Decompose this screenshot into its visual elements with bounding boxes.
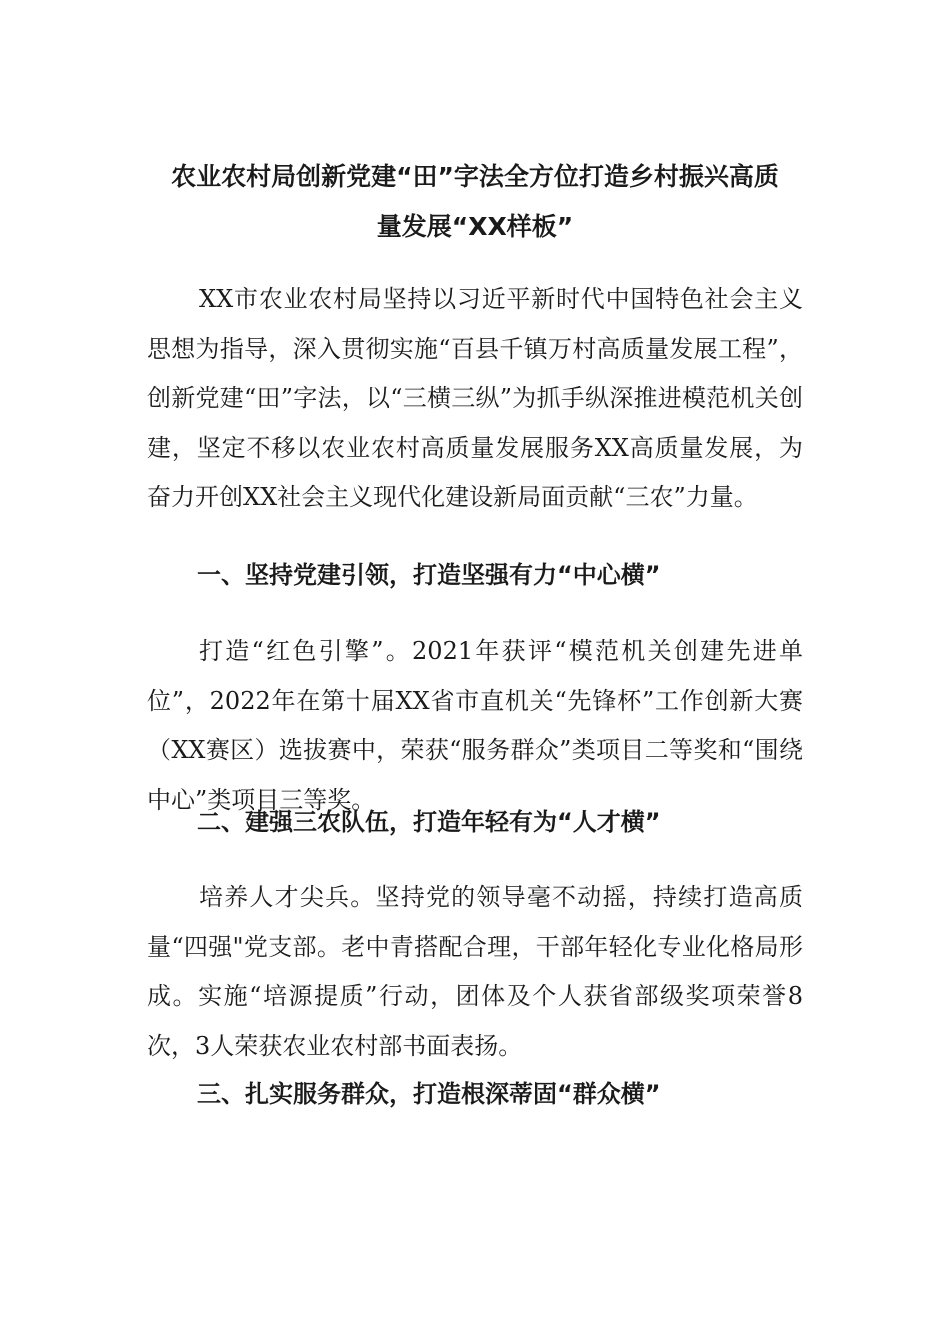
section-1-paragraph: 打造“红色引擎”。2021年获评“模范机关创建先进单位”，2022年在第十届XX省市直机关“先锋杯”工作创新大赛（XX赛区）选拔赛中，荣获“服务群众”类项目二等奖和“围绕中心”类项目三等奖。	[147, 637, 803, 814]
section-2-paragraph: 培养人才尖兵。坚持党的领导毫不动摇，持续打造高质量“四强"党支部。老中青搭配合理，干部年轻化专业化格局形成。实施“培源提质”行动，团体及个人获省部级奖项荣誉8次，3人荣获农业农村部书面表扬。	[147, 883, 803, 1060]
document-title-line-2: 量发展“XX样板”	[376, 212, 574, 241]
section-2-heading: 二、建强三农队伍，打造年轻有为“人才横”	[197, 808, 661, 836]
section-3-heading: 三、扎实服务群众，打造根深蒂固“群众横”	[197, 1080, 661, 1108]
document-title-line-1: 农业农村局创新党建“田”字法全方位打造乡村振兴高质	[171, 162, 779, 191]
intro-paragraph: XX市农业农村局坚持以习近平新时代中国特色社会主义思想为指导，深入贯彻实施“百县千镇万村高质量发展工程”，创新党建“田”字法，以“三横三纵”为抓手纵深推进模范机关创建，坚定不移以农业农村高质量发展服务XX高质量发展，为奋力开创XX社会主义现代化建设新局面贡献“三农”力量。	[147, 285, 803, 511]
section-1-heading: 一、坚持党建引领，打造坚强有力“中心横”	[197, 561, 661, 589]
